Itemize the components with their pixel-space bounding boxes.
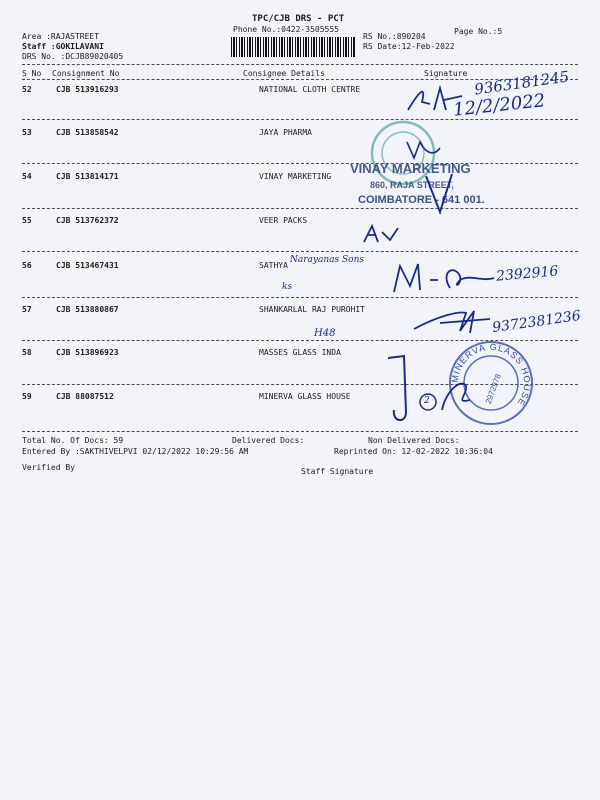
drs-number: DRS No. :DCJB89020405 bbox=[22, 52, 124, 61]
row-consignee: VEER PACKS bbox=[259, 216, 308, 225]
delivered-docs: Delivered Docs: bbox=[232, 436, 305, 445]
col-signature: Signature bbox=[424, 69, 468, 78]
row-sno: 53 bbox=[22, 128, 32, 137]
handwritten-phone-2: 2392916 bbox=[495, 263, 559, 285]
stamp-center-number: 2972978 bbox=[483, 372, 503, 406]
phone-number: Phone No.:0422-3505555 bbox=[233, 25, 339, 34]
row-sno: 59 bbox=[22, 392, 32, 401]
col-consignee: Consignee Details bbox=[243, 69, 325, 78]
footer-divider bbox=[22, 431, 578, 432]
row-consignment: CJB 88087512 bbox=[56, 392, 114, 401]
stamp-line-3: COIMBATORE - 641 001. bbox=[358, 194, 485, 206]
stamp-ring-text: MINERVA GLASS HOUSE bbox=[449, 341, 533, 409]
barcode bbox=[231, 37, 356, 57]
row-sno: 57 bbox=[22, 305, 32, 314]
row-divider bbox=[22, 251, 578, 252]
row-consignment: CJB 513858542 bbox=[56, 128, 119, 137]
row-consignee: MINERVA GLASS HOUSE bbox=[259, 392, 351, 401]
signature-row-57 bbox=[410, 305, 496, 337]
signature-row-58-59 bbox=[384, 350, 484, 430]
rs-date: RS Date:12-Feb-2022 bbox=[363, 42, 455, 51]
signature-row-53 bbox=[404, 136, 444, 162]
staff-label: Staff :GOKILAVANI bbox=[22, 42, 104, 51]
row-consignee: SATHYA bbox=[259, 261, 288, 270]
area-label: Area :RAJASTREET bbox=[22, 32, 100, 41]
total-docs: Total No. Of Docs: 59 bbox=[22, 436, 124, 445]
row-sno: 55 bbox=[22, 216, 32, 225]
row-consignee: JAYA PHARMA bbox=[259, 128, 312, 137]
page-number: Page No.:5 bbox=[454, 27, 503, 36]
row-consignee: NATIONAL CLOTH CENTRE bbox=[259, 85, 361, 94]
row-consignment: CJB 513762372 bbox=[56, 216, 119, 225]
col-consignment: Consignment No bbox=[52, 69, 120, 78]
signature-row-55 bbox=[360, 222, 410, 246]
header-divider bbox=[22, 64, 578, 65]
row-consignee: SHANKARLAL RAJ PUROHIT bbox=[259, 305, 365, 314]
handwritten-code: H48 bbox=[314, 328, 336, 339]
non-delivered-docs: Non Delivered Docs: bbox=[368, 436, 460, 445]
row-sno: 54 bbox=[22, 172, 32, 181]
handwritten-date: 12/2/2022 bbox=[452, 90, 547, 121]
handwritten-note: ks bbox=[282, 282, 293, 292]
row-sno: 52 bbox=[22, 85, 32, 94]
row-divider bbox=[22, 163, 578, 164]
reprinted-on: Reprinted On: 12-02-2022 10:36:04 bbox=[334, 447, 493, 456]
handwritten-phone: 9363181245 bbox=[473, 67, 571, 99]
row-consignment: CJB 513814171 bbox=[56, 172, 119, 181]
row-divider bbox=[22, 208, 578, 209]
row-consignment: CJB 513880867 bbox=[56, 305, 119, 314]
verified-by: Verified By bbox=[22, 463, 75, 472]
row-sno: 58 bbox=[22, 348, 32, 357]
row-consignment: CJB 513896923 bbox=[56, 348, 119, 357]
entered-by: Entered By :SAKTHIVELPVI 02/12/2022 10:29:56 AM bbox=[22, 447, 249, 456]
stamp-line-2: 860, RAJA STREET, bbox=[370, 180, 454, 190]
signature-row-56 bbox=[390, 258, 500, 300]
col-sno: S No bbox=[22, 69, 42, 78]
signature-row-54 bbox=[420, 168, 460, 218]
stamp-line-1: VINAY MARKETING bbox=[350, 161, 471, 176]
rs-number: RS No.:890204 bbox=[363, 32, 426, 41]
handwritten-phone-3: 9372381236 bbox=[491, 307, 582, 337]
row-consignee: VINAY MARKETING bbox=[259, 172, 332, 181]
row-consignment: CJB 513467431 bbox=[56, 261, 119, 270]
staff-signature: Staff Signature bbox=[301, 467, 374, 476]
row-divider bbox=[22, 119, 578, 120]
row-consignee: MASSES GLASS INDA bbox=[259, 348, 341, 357]
row-consignment: CJB 513916293 bbox=[56, 85, 119, 94]
handwritten-name: Narayanas Sons bbox=[290, 255, 364, 265]
row-sno: 56 bbox=[22, 261, 32, 270]
handwritten-circled-number: 2 bbox=[424, 396, 430, 406]
document-title: TPC/CJB DRS - PCT bbox=[252, 14, 345, 24]
